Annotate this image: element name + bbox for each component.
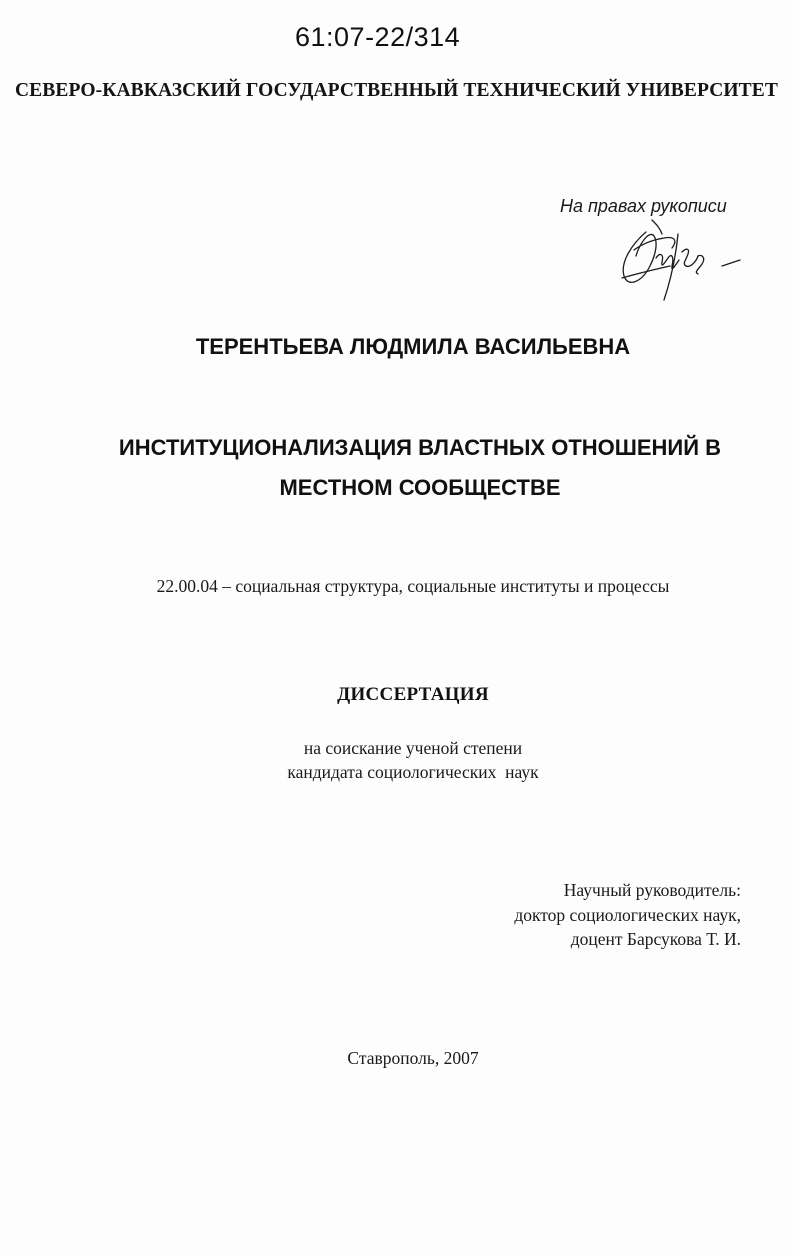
handwritten-signature xyxy=(612,214,752,314)
archive-code: 61:07-22/314 xyxy=(295,22,461,52)
degree-line-1: на соискание ученой степени xyxy=(303,738,523,758)
title-line-2: МЕСТНОМ СООБЩЕСТВЕ xyxy=(279,475,561,500)
supervisor-name: доцент Барсукова Т. И. xyxy=(570,929,741,949)
dissertation-title xyxy=(60,428,780,508)
degree-statement xyxy=(0,736,793,784)
city-year: Ставрополь, 2007 xyxy=(347,1048,479,1068)
supervisor-role: Научный руководитель: xyxy=(563,880,741,900)
author-name: ТЕРЕНТЬЕВА ЛЮДМИЛА ВАСИЛЬЕВНА xyxy=(195,334,631,359)
supervisor-block xyxy=(514,878,741,952)
document-type: ДИССЕРТАЦИЯ xyxy=(337,684,489,705)
specialty-code: 22.00.04 – социальная структура, социальные институты и процессы xyxy=(156,576,670,596)
manuscript-note: На правах рукописи xyxy=(560,196,727,216)
university-name: СЕВЕРО-КАВКАЗСКИЙ ГОСУДАРСТВЕННЫЙ ТЕХНИЧЕСКИЙ УНИВЕРСИТЕТ xyxy=(15,80,778,101)
supervisor-degree: доктор социологических наук, xyxy=(514,904,741,925)
title-line-1: ИНСТИТУЦИОНАЛИЗАЦИЯ ВЛАСТНЫХ ОТНОШЕНИЙ В xyxy=(118,435,722,460)
degree-line-2: кандидата социологических наук xyxy=(287,762,539,782)
